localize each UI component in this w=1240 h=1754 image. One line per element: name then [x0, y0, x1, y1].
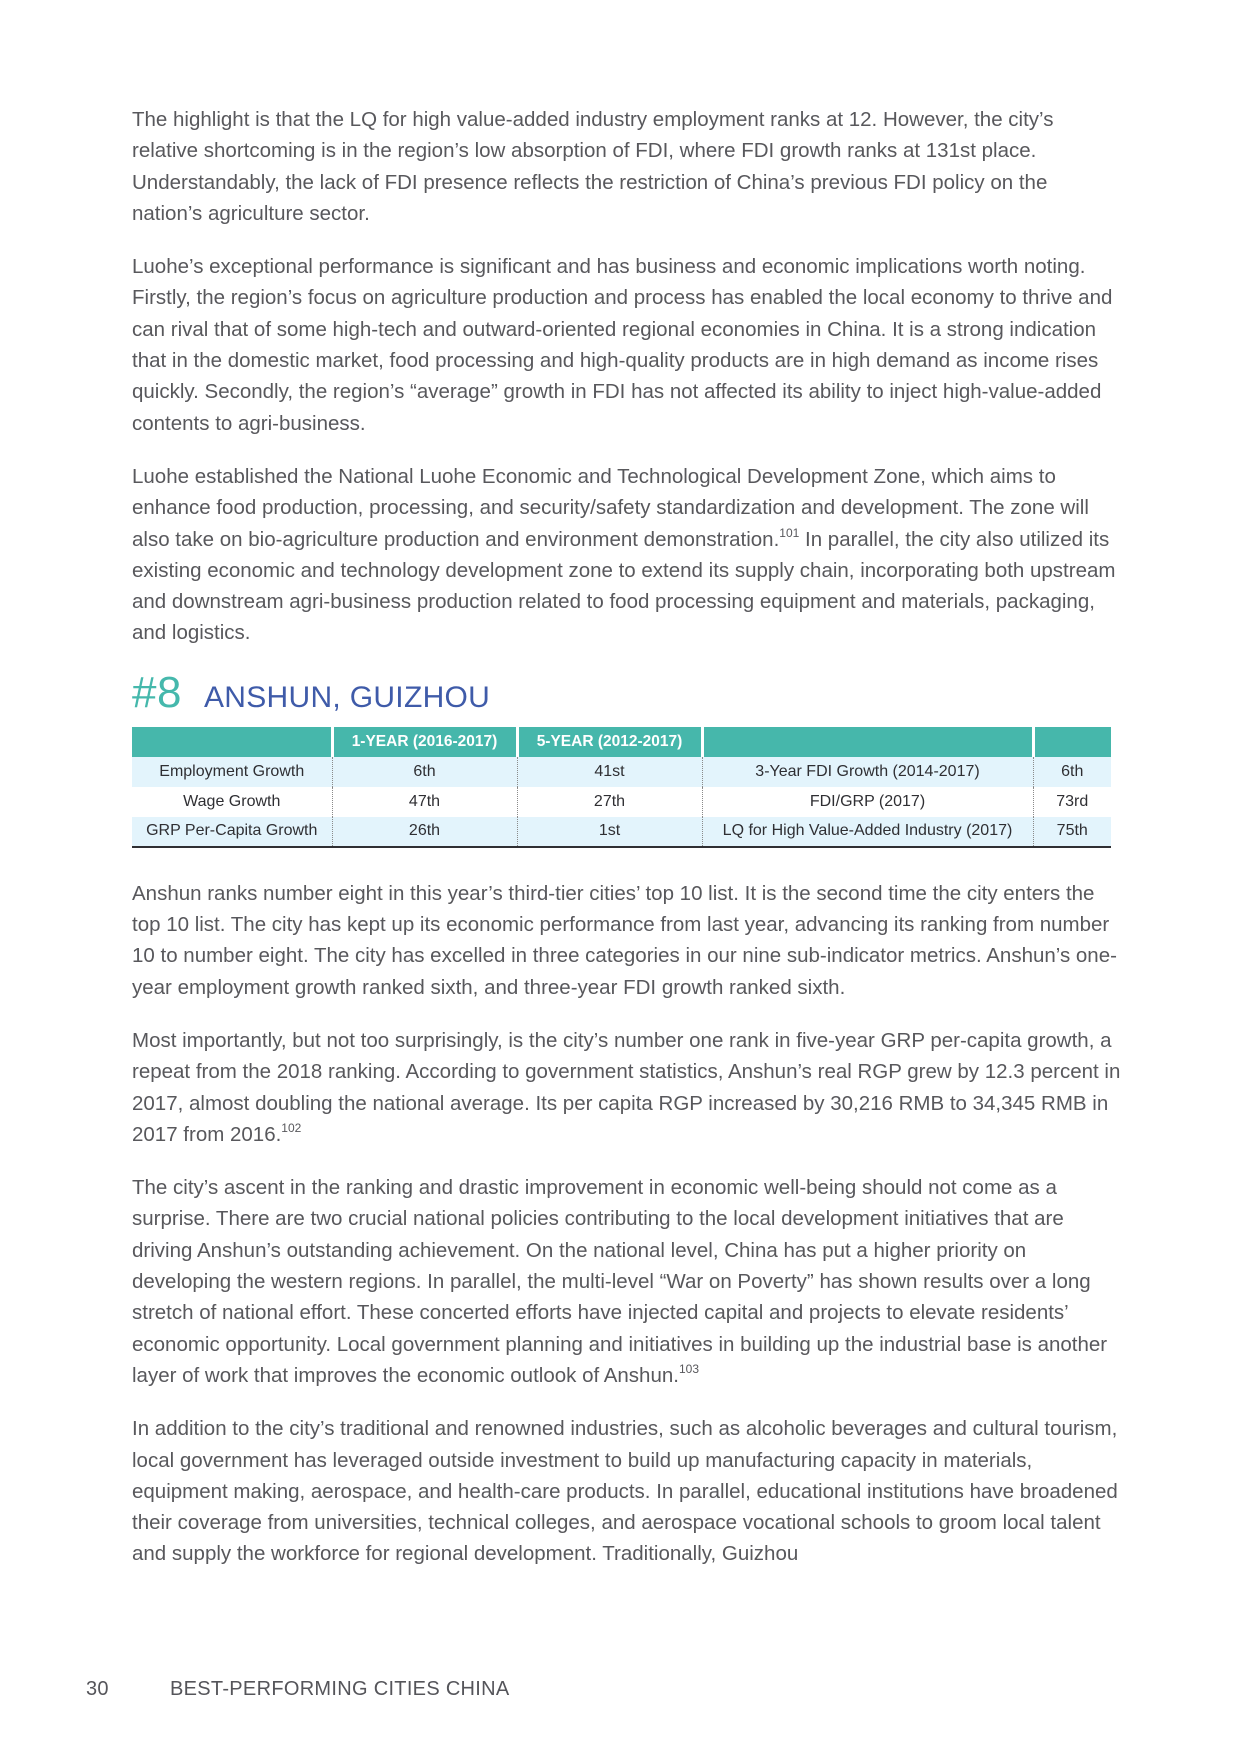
city-title: ANSHUN, GUIZHOU [203, 680, 491, 714]
table-cell: 41st [517, 757, 702, 787]
table-cell: LQ for High Value-Added Industry (2017) [702, 817, 1033, 847]
table-cell: 6th [332, 757, 517, 787]
table-row [132, 817, 1111, 847]
page-number: 30 [86, 1678, 109, 1700]
table-cell: 3-Year FDI Growth (2014-2017) [702, 757, 1033, 787]
table-cell: 26th [332, 817, 517, 847]
ranking-table [132, 727, 1111, 848]
table-cell: 27th [517, 787, 702, 817]
paragraph: The highlight is that the LQ for high value-added industry employment ranks at 12. However, the city’s relative shortcoming is in the region’s low absorption of FDI, where FDI growth ranks at 131st place. Understandably, the lack of FDI presence reflects the restriction of China’s previous FDI policy on the nation’s agriculture sector. [132, 108, 1054, 225]
table-header [1033, 727, 1111, 757]
paragraph [132, 1025, 1122, 1150]
paragraph [132, 461, 1122, 649]
table-cell: 47th [332, 787, 517, 817]
footnote-ref[interactable]: 103 [678, 1362, 699, 1377]
table-cell: 75th [1033, 817, 1111, 847]
publication-title: BEST-PERFORMING CITIES CHINA [170, 1678, 510, 1700]
paragraph: Luohe’s exceptional performance is significant and has business and economic implications worth noting. Firstly, the region’s focus on agriculture production and process has enabled the local economy to thrive and can rival that of some high-tech and outward-oriented regional economies in China. It is a strong indication that in the domestic market, food processing and high-quality products are in high demand as income rises quickly. Secondly, the region’s “average” growth in FDI has not affected its ability to inject high-value-added contents to agri-business. [132, 255, 1113, 435]
table-cell: Employment Growth [132, 757, 332, 787]
table-cell: GRP Per-Capita Growth [132, 817, 332, 847]
table-cell: Wage Growth [132, 787, 332, 817]
table-cell: 1st [517, 817, 702, 847]
page-content [132, 104, 1122, 1592]
paragraph: Anshun ranks number eight in this year’s third-tier cities’ top 10 list. It is the second time the city enters the top 10 list. The city has kept up its economic performance from last year, advancing its ranking from number 10 to number eight. The city has excelled in three categories in our nine sub-indicator metrics. Anshun’s one-year employment growth ranked sixth, and three-year FDI growth ranked sixth. [132, 881, 1117, 999]
table-cell: FDI/GRP (2017) [702, 787, 1033, 817]
table-row [132, 787, 1111, 817]
paragraph-text: The city’s ascent in the ranking and drastic improvement in economic well-being should not come as a surprise. There are two crucial national policies contributing to the local development initiatives that are driving Anshun’s outstanding achievement. On the national level, China has put a higher priority on developing the western regions. In parallel, the multi-level “War on Poverty” has shown results over a long stretch of national effort. These concerted efforts have injected capital and projects to elevate residents’ economic opportunity. Local government planning and initiatives in building up the industrial base is another layer of work that improves the economic outlook of Anshun. [132, 1176, 1108, 1387]
table-row [132, 757, 1111, 787]
paragraph-text: Most importantly, but not too surprisingly, is the city’s number one rank in five-year GRP per-capita growth, a repeat from the 2018 ranking. According to government statistics, Anshun’s real RGP grew by 12.3 percent in 2017, almost doubling the national average. Its per capita RGP increased by 30,216 RMB to 34,345 RMB in 2017 from 2016. [132, 1028, 1121, 1146]
page-footer [86, 1678, 510, 1701]
rank-number: #8 [132, 667, 182, 717]
paragraph: In addition to the city’s traditional and renowned industries, such as alcoholic beverages and cultural tourism, local government has leveraged outside investment to build up manufacturing capacity in materials, equipment making, aerospace, and health-care products. In parallel, educational institutions have broadened their coverage from universities, technical colleges, and aerospace vocational schools to groom local talent and supply the workforce for regional development. Traditionally, Guizhou [132, 1417, 1118, 1566]
table-cell: 73rd [1033, 787, 1111, 817]
table-header [132, 727, 332, 757]
table-header: 1-YEAR (2016-2017) [332, 727, 517, 757]
footnote-ref[interactable]: 101 [779, 525, 800, 540]
table-header: 5-YEAR (2012-2017) [517, 727, 702, 757]
footnote-ref[interactable]: 102 [281, 1121, 302, 1135]
paragraph-text: In parallel, the city also utilized its existing economic and technology development zone to extend its supply chain, incorporating both upstream and downstream agri-business production related to food processing equipment and materials, packaging, and logistics. [132, 527, 1116, 645]
table-header [702, 727, 1033, 757]
table-cell: 6th [1033, 757, 1111, 787]
section-heading [132, 667, 1122, 717]
paragraph [132, 1172, 1122, 1391]
table-header-row [132, 727, 1111, 757]
paragraph-text: Luohe established the National Luohe Economic and Technological Development Zone, which aims to enhance food production, processing, and security/safety standardization and development. The zone will also take on bio-agriculture production and environment demonstration. [132, 464, 1089, 551]
